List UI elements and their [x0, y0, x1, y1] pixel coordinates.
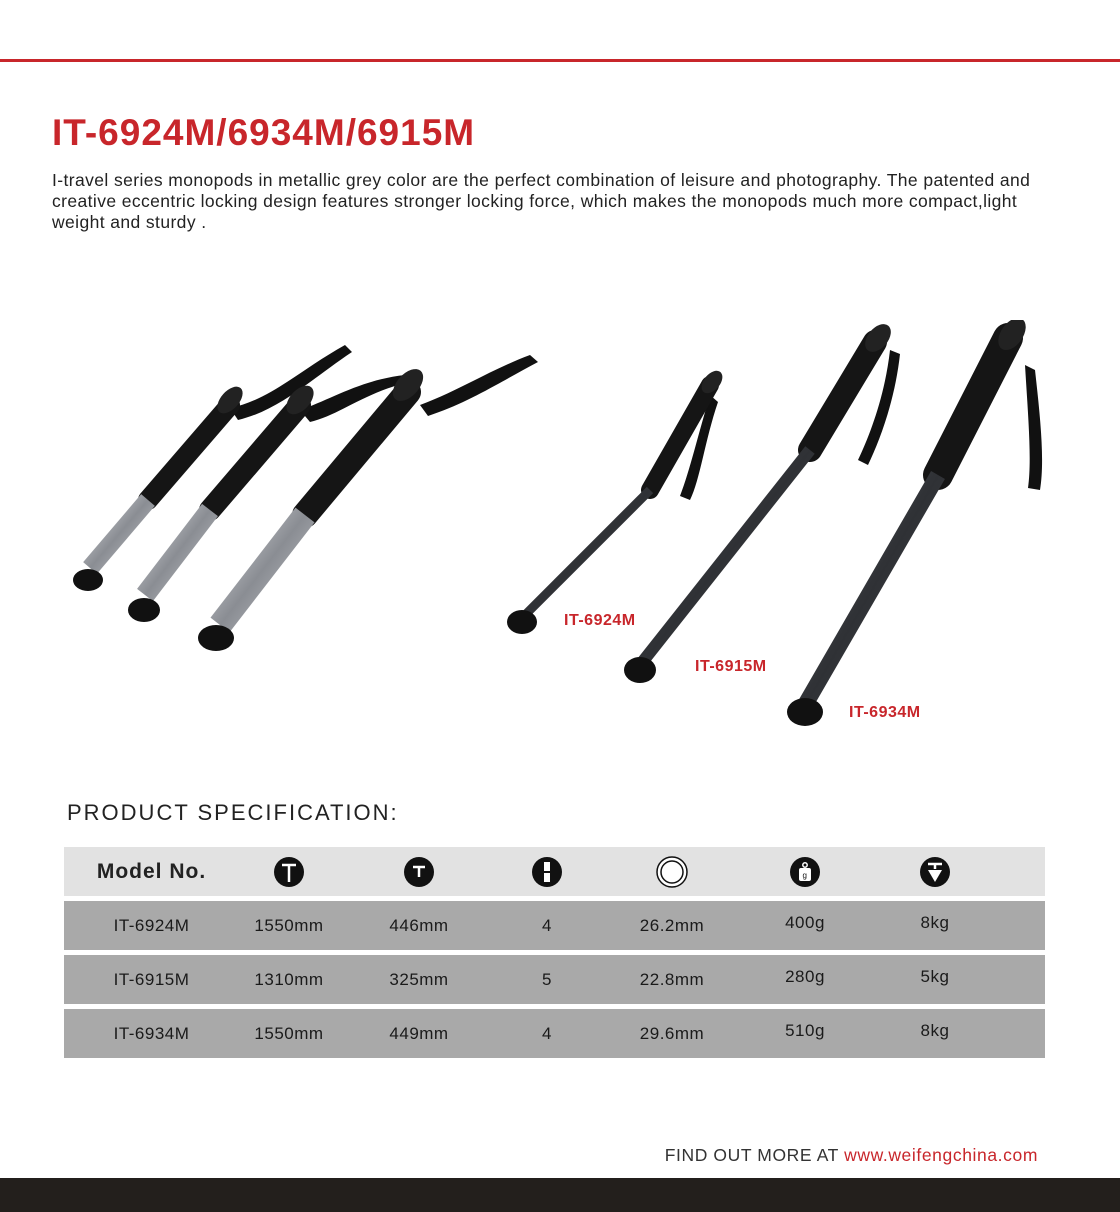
header-model-no: Model No. [96, 859, 207, 883]
cell-load: 8kg [920, 1020, 950, 1040]
spec-heading: PRODUCT SPECIFICATION: [67, 800, 399, 825]
top-red-rule [0, 59, 1120, 62]
intro-paragraph: I-travel series monopods in metallic grey color are the perfect combination of leisure and photography. The patented and creative eccentric locking design features stronger locking force, which makes the monopods much more compact,light weight and sturdy . [52, 170, 1031, 232]
cell-model: IT-6934M [113, 1023, 190, 1043]
cell-max-height: 1550mm [254, 915, 324, 935]
footer-website-link[interactable]: www.weifengchina.com [844, 1145, 1038, 1165]
cell-folded-length: 449mm [389, 1023, 449, 1043]
page-title: IT-6924M/6934M/6915M [52, 112, 476, 153]
cell-weight: 510g [785, 1020, 825, 1040]
cell-model: IT-6924M [113, 915, 190, 935]
svg-text:g: g [802, 870, 808, 880]
footer-prefix: FIND OUT MORE AT [664, 1145, 845, 1165]
bottom-dark-band [0, 1178, 1120, 1212]
spec-row-it-6934m [64, 1009, 1045, 1058]
cell-load: 5kg [920, 966, 950, 986]
model-label-it-6934m: IT-6934M [849, 704, 921, 721]
cell-weight: 280g [785, 966, 825, 986]
cell-tube-diameter: 22.8mm [639, 969, 705, 989]
sections-icon [497, 847, 597, 896]
cell-max-height: 1550mm [254, 1023, 324, 1043]
tube-diameter-icon [622, 847, 722, 896]
cell-folded-length: 446mm [389, 915, 449, 935]
footer-find-out-more [665, 1145, 1038, 1166]
cell-sections: 4 [542, 1023, 552, 1043]
model-label-it-6924m: IT-6924M [564, 612, 636, 629]
spec-row-it-6924m [64, 901, 1045, 950]
model-label-it-6915m: IT-6915M [695, 658, 767, 675]
extended-monopods-image [500, 320, 1060, 740]
cell-sections: 5 [542, 969, 552, 989]
cell-load: 8kg [920, 912, 950, 932]
cell-tube-diameter: 29.6mm [639, 1023, 705, 1043]
spec-header-row [64, 847, 1045, 896]
folded-length-icon [369, 847, 469, 896]
max-height-icon [239, 847, 339, 896]
spec-table [64, 847, 1045, 1063]
cell-max-height: 1310mm [254, 969, 324, 989]
cell-model: IT-6915M [113, 969, 190, 989]
spec-row-it-6915m [64, 955, 1045, 1004]
cell-sections: 4 [542, 915, 552, 935]
cell-folded-length: 325mm [389, 969, 449, 989]
cell-weight: 400g [785, 912, 825, 932]
weight-icon [755, 847, 855, 896]
cell-tube-diameter: 26.2mm [639, 915, 705, 935]
load-capacity-icon [885, 847, 985, 896]
